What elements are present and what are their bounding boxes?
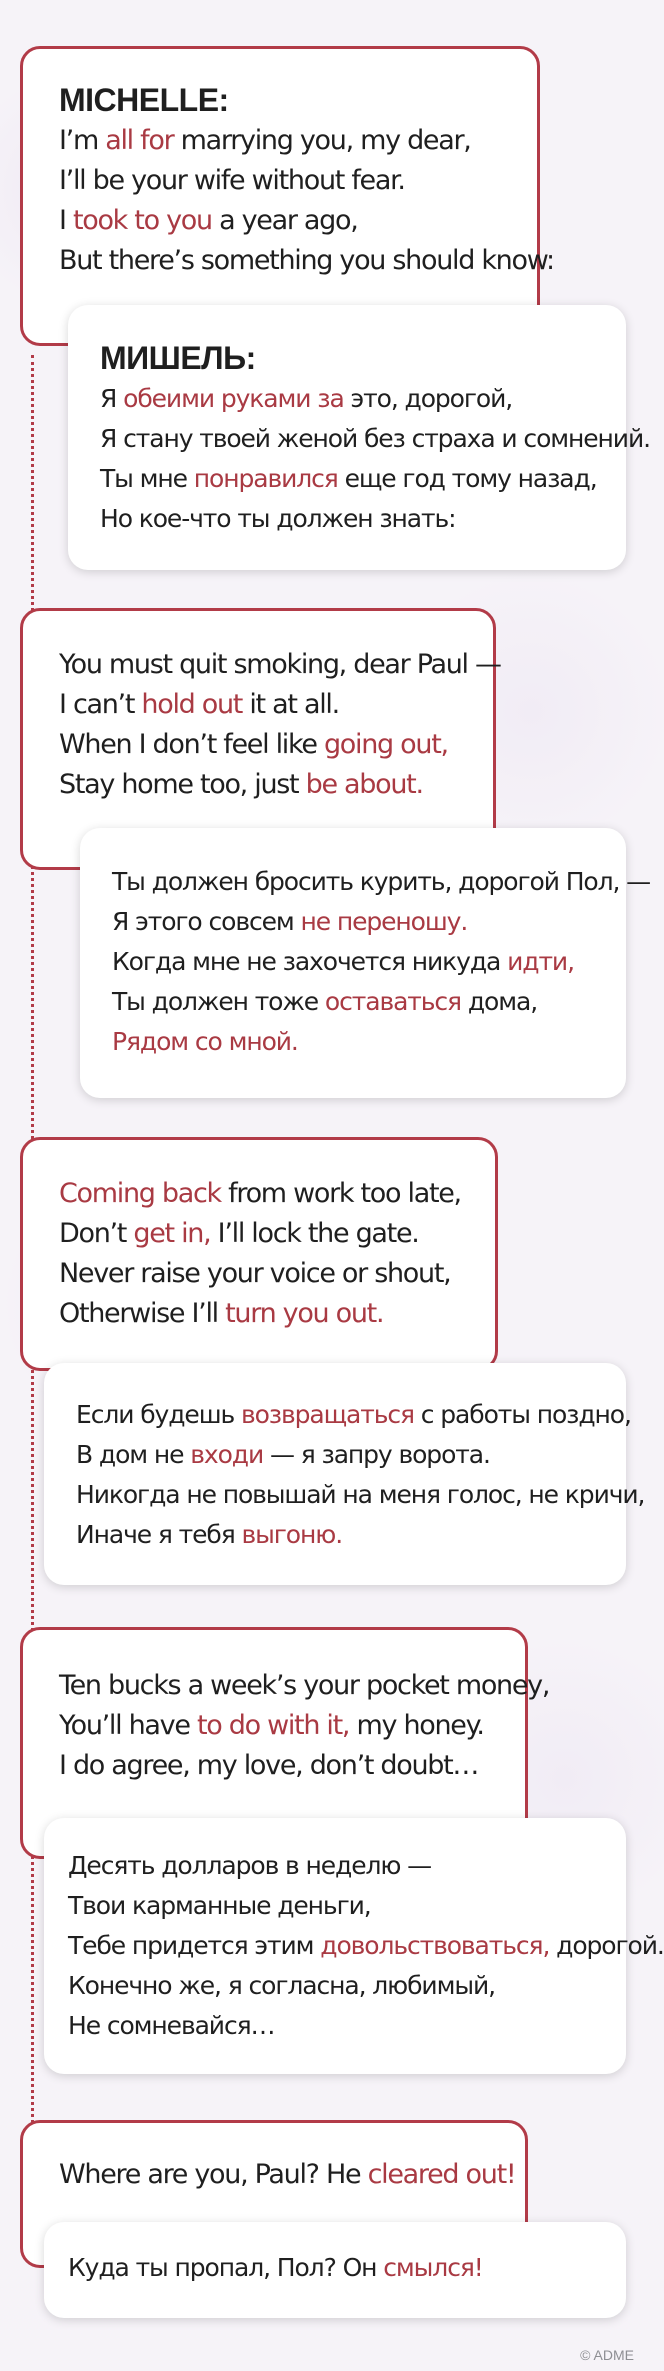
verse-line — [59, 1666, 550, 1706]
verse-line — [100, 419, 650, 459]
stanza-1-english-card — [20, 46, 554, 346]
verse-line — [59, 241, 554, 281]
verse-line — [59, 685, 493, 725]
verse-line — [76, 1395, 631, 1435]
verse-text: When I don’t feel like — [59, 729, 324, 760]
highlighted-phrase: возвращаться — [240, 1400, 414, 1429]
stanza-5-russian-card — [44, 2222, 626, 2318]
verse-text: I do agree, my love, don’t doubt… — [59, 1750, 479, 1781]
highlighted-phrase: Coming back — [59, 1178, 221, 1209]
verse-text: Тебе придется этим — [68, 1931, 321, 1960]
highlighted-phrase: all for — [105, 125, 174, 156]
verse-text: — я запру ворота. — [263, 1440, 490, 1469]
verse-line — [100, 499, 626, 539]
highlighted-phrase: going out, — [323, 729, 448, 760]
highlighted-phrase: to do with it, — [196, 1710, 350, 1741]
verse-line — [59, 765, 493, 805]
verse-line — [59, 2155, 525, 2195]
verse-text: You must quit smoking, dear Paul — — [59, 649, 501, 680]
verse-text: Куда ты пропал, Пол? Он — [68, 2253, 384, 2282]
verse-line — [59, 1294, 495, 1334]
verse-line — [68, 1966, 626, 2006]
verse-line — [59, 645, 501, 685]
verse-text: Никогда не повышай на меня голос, не кричи, — [76, 1480, 645, 1509]
stanza-3-russian-card — [44, 1363, 645, 1585]
highlighted-phrase: cleared out! — [367, 2159, 516, 2190]
verse-line — [59, 201, 537, 241]
highlighted-phrase: get in, — [133, 1218, 211, 1249]
verse-text: Десять долларов в неделю — — [68, 1851, 432, 1880]
verse-text: Ten bucks a week’s your pocket money, — [59, 1670, 550, 1701]
verse-line — [112, 1022, 626, 1062]
highlighted-phrase: Рядом со мной. — [112, 1027, 298, 1056]
speaker-name: МИШЕЛЬ: — [100, 340, 256, 376]
highlighted-phrase: не переношу. — [300, 907, 468, 936]
verse-line — [59, 725, 493, 765]
highlighted-phrase: обеими руками за — [123, 384, 344, 413]
highlighted-phrase: входи — [190, 1440, 264, 1469]
stanza-1-russian-card — [68, 305, 650, 570]
verse-text: Не сомневайся… — [68, 2011, 275, 2040]
verse-text: Otherwise I’ll — [59, 1298, 226, 1329]
verse-text: my honey. — [349, 1710, 484, 1741]
verse-line — [112, 982, 626, 1022]
verse-text: это, дорогой, — [343, 384, 513, 413]
verse-text: But there’s something you should know: — [59, 245, 554, 276]
verse-text: Ты мне — [100, 464, 194, 493]
stanza-2-russian-card — [80, 828, 651, 1098]
verse-line — [68, 1886, 626, 1926]
verse-line — [112, 862, 651, 902]
verse-text: Ты должен тоже — [112, 987, 325, 1016]
verse-line — [112, 942, 626, 982]
verse-text: I’m — [59, 125, 106, 156]
verse-text: You’ll have — [59, 1710, 197, 1741]
speaker-name: MICHELLE: — [59, 82, 229, 118]
verse-text: В дом не — [76, 1440, 191, 1469]
verse-text: I’ll be your wife without fear. — [59, 165, 405, 196]
verse-line — [76, 1475, 645, 1515]
verse-text: Конечно же, я согласна, любимый, — [68, 1971, 495, 2000]
highlighted-phrase: смылся! — [383, 2253, 483, 2282]
verse-text: дома, — [460, 987, 538, 1016]
highlighted-phrase: turn you out. — [225, 1298, 384, 1329]
verse-text: Stay home too, just — [59, 769, 306, 800]
verse-text: from work too late, — [220, 1178, 461, 1209]
verse-line — [59, 1174, 495, 1214]
verse-text: Ты должен бросить курить, дорогой Пол, — — [112, 867, 651, 896]
verse-text: marrying you, my dear, — [173, 125, 471, 156]
verse-text: I can’t — [59, 689, 142, 720]
verse-text: Я — [100, 384, 124, 413]
verse-text: с работы поздно, — [413, 1400, 631, 1429]
verse-text: Я стану твоей женой без страха и сомнений. — [100, 424, 650, 453]
verse-text: Иначе я тебя — [76, 1520, 242, 1549]
stanza-4-russian-card — [44, 1818, 664, 2074]
verse-line — [59, 1214, 495, 1254]
verse-text: Твои карманные деньги, — [68, 1891, 371, 1920]
verse-line — [112, 902, 626, 942]
verse-line — [59, 1746, 525, 1786]
verse-text: Where are you, Paul? He — [59, 2159, 368, 2190]
verse-text: дорогой. — [549, 1931, 664, 1960]
highlighted-phrase: hold out — [141, 689, 243, 720]
highlighted-phrase: be about. — [305, 769, 423, 800]
watermark: © ADME — [580, 2347, 634, 2363]
highlighted-phrase: довольствоваться, — [320, 1931, 550, 1960]
verse-text: I — [59, 205, 73, 236]
verse-line — [68, 2248, 626, 2288]
stanza-3-english-card — [20, 1137, 498, 1371]
highlighted-phrase: выгоню. — [241, 1520, 343, 1549]
highlighted-phrase: took to you — [72, 205, 212, 236]
verse-text: еще год тому назад, — [337, 464, 597, 493]
verse-text: Если будешь — [76, 1400, 241, 1429]
verse-text: it at all. — [242, 689, 339, 720]
verse-text: Never raise your voice or shout, — [59, 1258, 451, 1289]
verse-line — [59, 121, 537, 161]
verse-line — [68, 1846, 626, 1886]
verse-line — [59, 161, 537, 201]
verse-line — [76, 1515, 626, 1555]
verse-line — [59, 1706, 525, 1746]
verse-line — [100, 379, 626, 419]
verse-line — [68, 1926, 664, 1966]
verse-text: Don’t — [59, 1218, 134, 1249]
verse-text: a year ago, — [211, 205, 358, 236]
verse-line — [100, 459, 626, 499]
verse-text: Но кое-что ты должен знать: — [100, 504, 456, 533]
highlighted-phrase: понравился — [193, 464, 338, 493]
verse-text: I’ll lock the gate. — [210, 1218, 419, 1249]
verse-text: Когда мне не захочется никуда — [112, 947, 508, 976]
verse-text: Я этого совсем — [112, 907, 301, 936]
verse-line — [76, 1435, 626, 1475]
verse-line — [59, 1254, 495, 1294]
highlighted-phrase: идти, — [507, 947, 574, 976]
verse-line — [68, 2006, 626, 2046]
highlighted-phrase: оставаться — [324, 987, 461, 1016]
